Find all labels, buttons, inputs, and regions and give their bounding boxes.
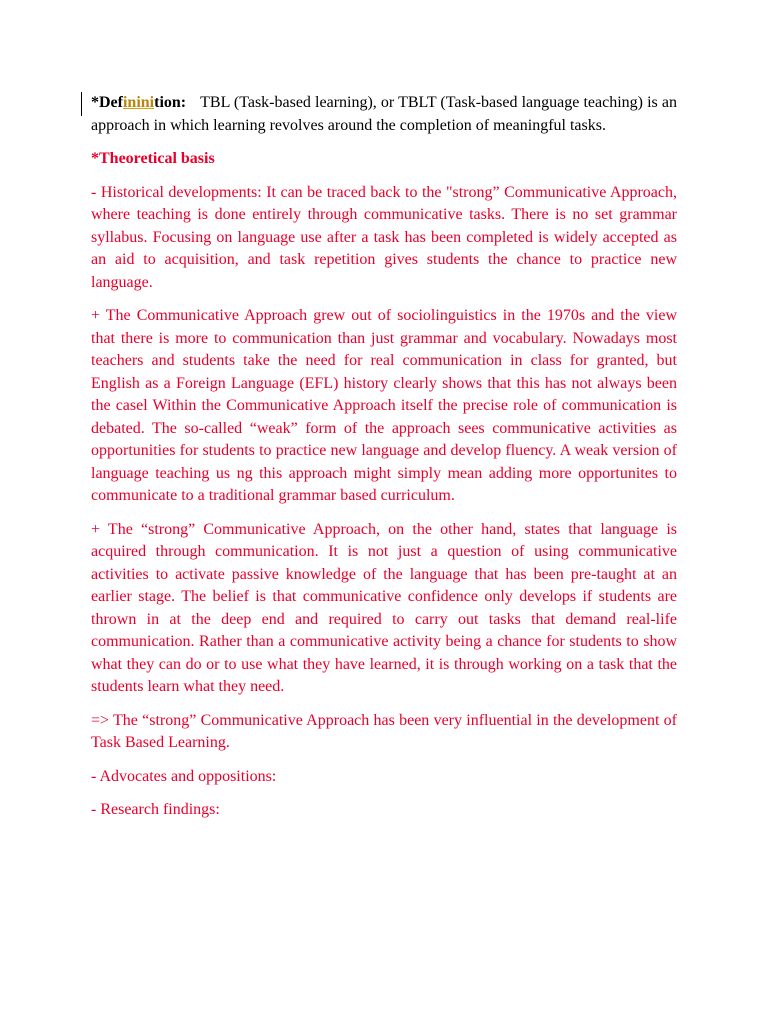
theoretical-basis-heading: *Theoretical basis [91,150,215,167]
communicative-approach-paragraph: + The Communicative Approach grew out of sociolinguistics in the 1970s and the view that there is more to communication than just grammar and vocabulary. Nowadays most teachers and students take the need for real communication in class for granted, but English as a Foreign Language (EFL) history clearly shows that this has not always been the casel Within the Communicative Approach itself the precise role of communication is debated. The so-called “weak” form of the approach sees communicative activities as opportunities for students to practice new language and develop fluency. A weak version of language teaching us ng this approach might simply mean adding more opportunites to communicate to a traditional grammar based curriculum. [91,307,677,504]
definition-label: *Defininition: [91,94,187,111]
definition-text: TBL (Task-based learning), or TBLT (Task-based language teaching) is an approach in which learning revolves around the completion of meaningful tasks. [91,94,677,134]
definition-paragraph [91,92,677,137]
spelling-highlight: inini [122,94,155,111]
text-cursor [81,92,82,116]
conclusion-paragraph: => The “strong” Communicative Approach has been very influential in the development of Task Based Learning. [91,711,677,751]
advocates-heading: - Advocates and oppositions: [91,767,277,785]
research-findings-heading: - Research findings: [91,801,220,818]
historical-developments-paragraph: - Historical developments: It can be traced back to the "strong” Communicative Approach, where teaching is done entirely through communicative tasks. There is no set grammar syllabus. Focusing on language use after a task has been completed is widely accepted as an aid to acquisition, and task repetition gives students the chance to practice new language. [91,183,677,291]
strong-approach-paragraph: + The “strong” Communicative Approach, on the other hand, states that language is acquired through communication. It is not just a question of using communicative activities to activate passive knowledge of the language that has been pre-taught at an earlier stage. The belief is that communicative confidence only develops if students are thrown in at the deep end and required to carry out tasks that demand real-life communication. Rather than a communicative activity being a chance for students to show what they can do or to use what they have learned, it is through working on a task that the students learn what they need. [91,520,677,695]
